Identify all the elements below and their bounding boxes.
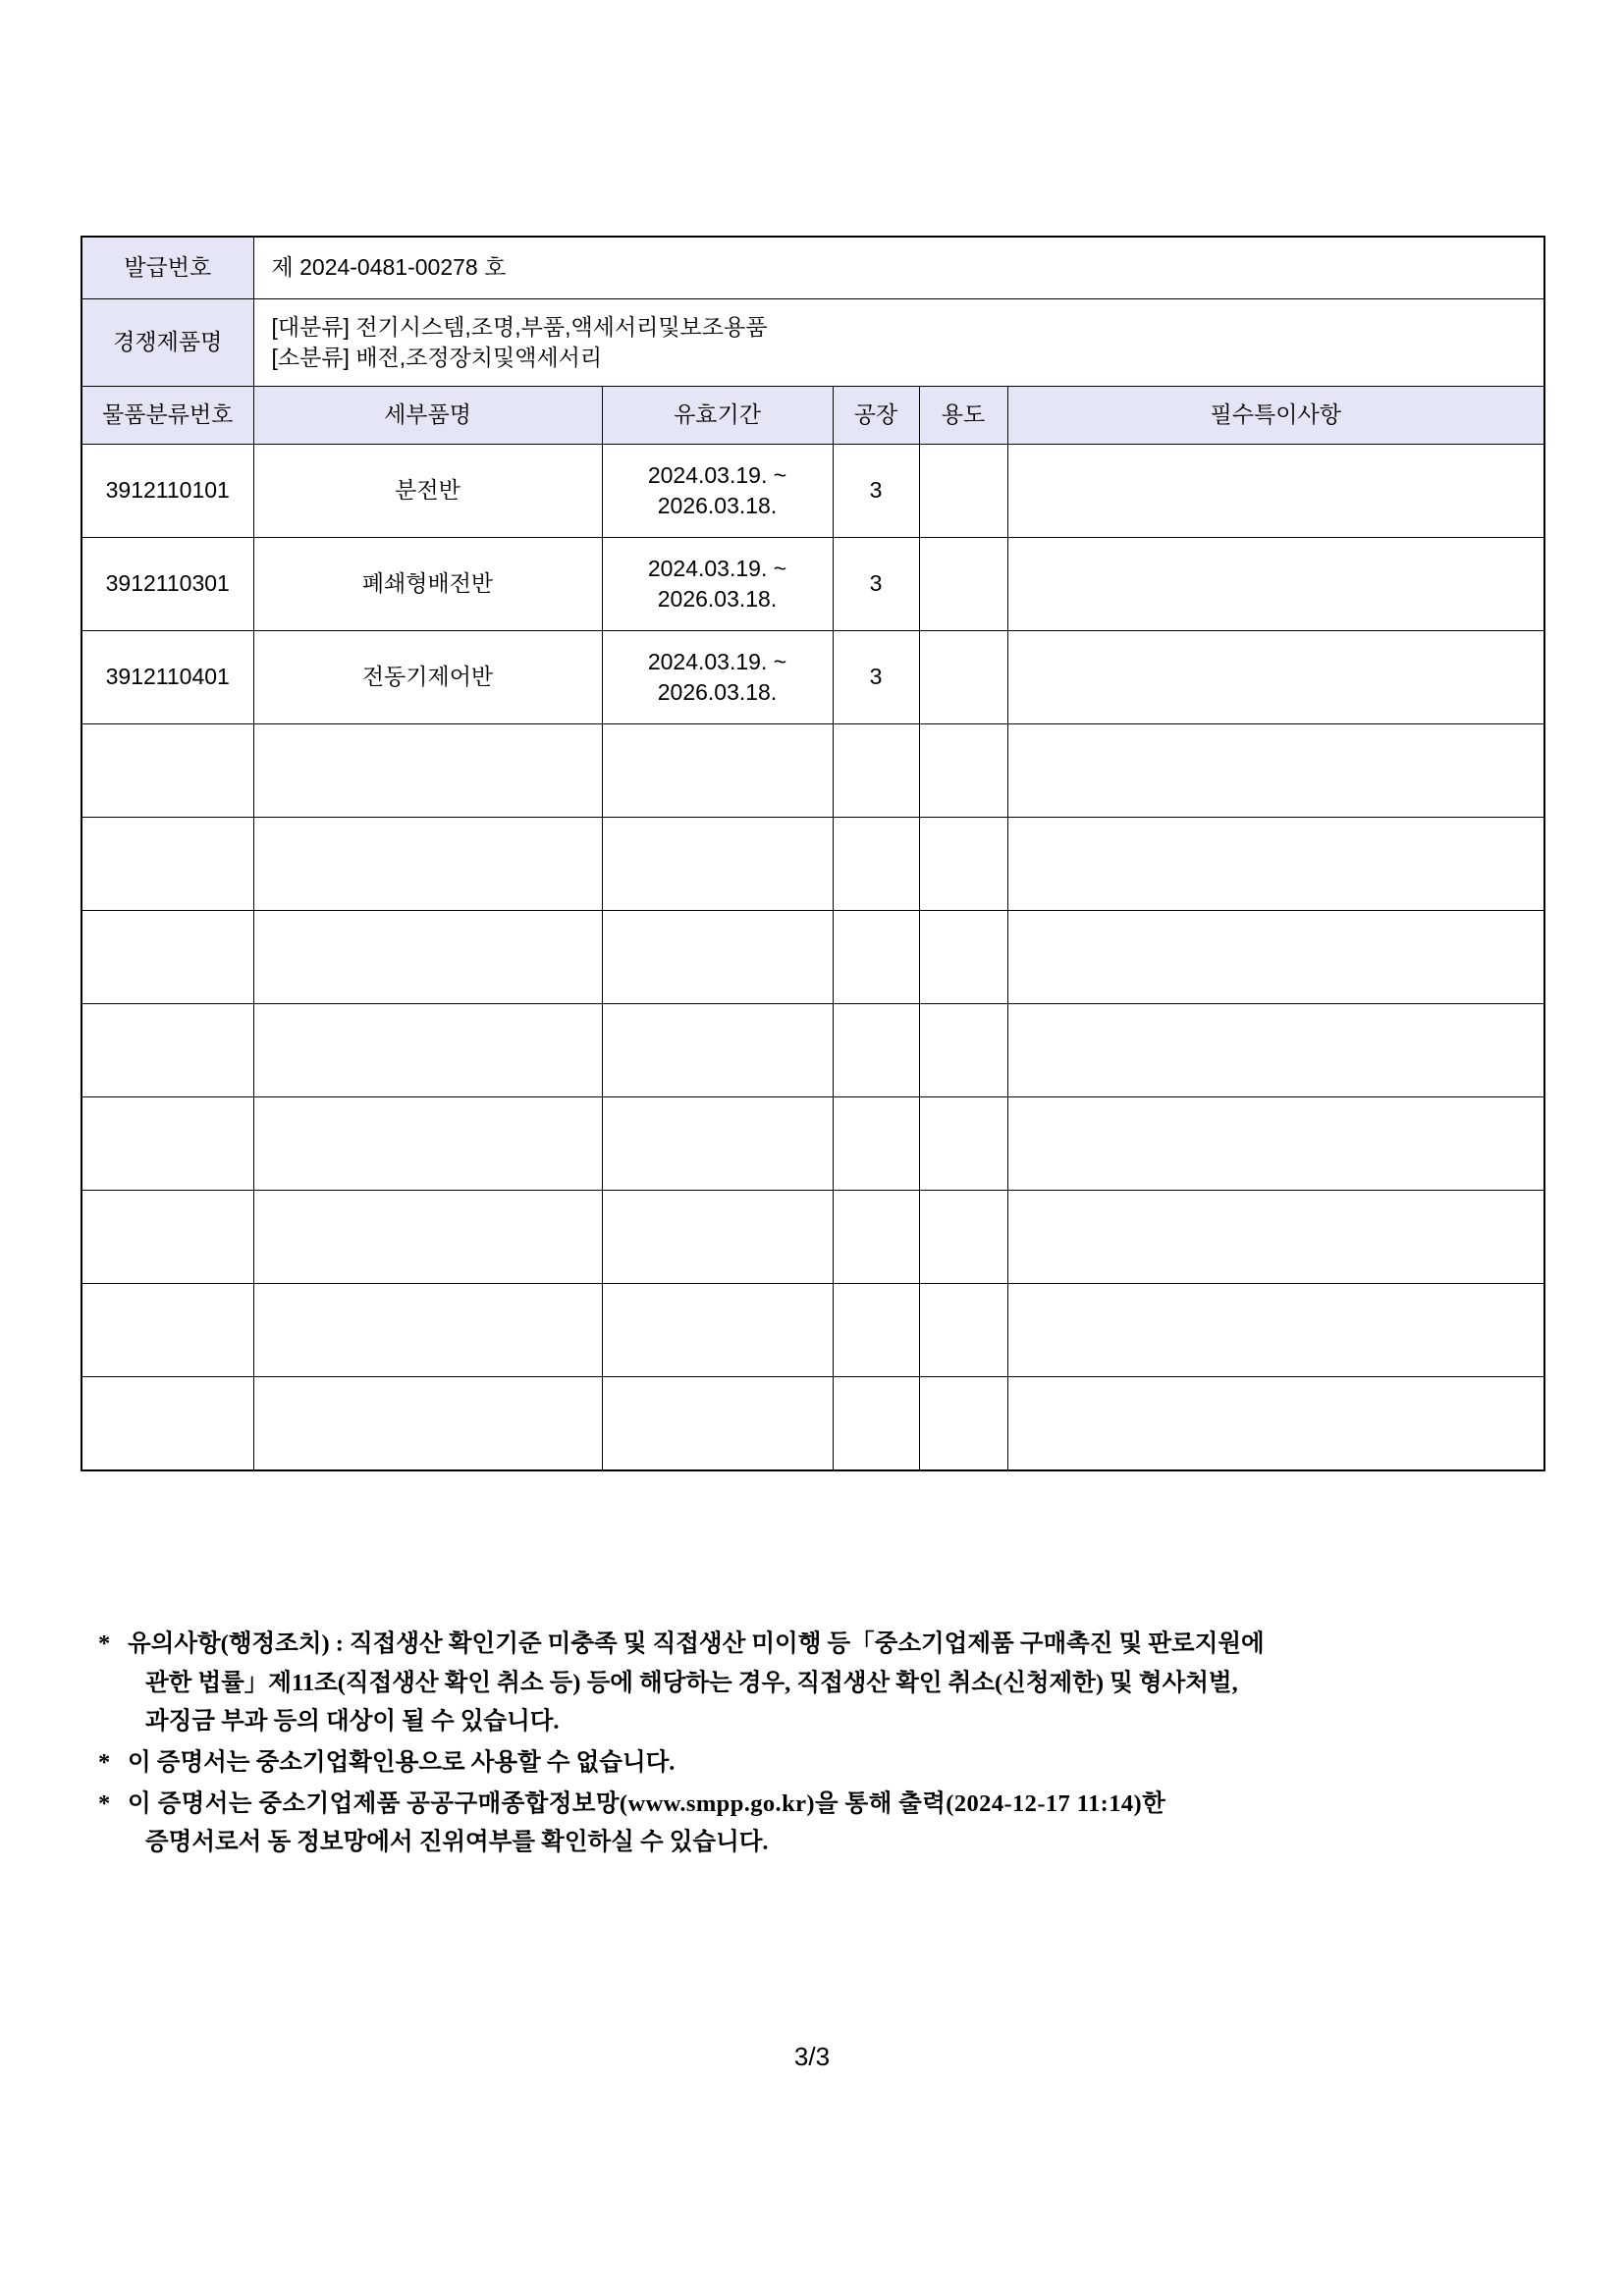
cell-factory bbox=[833, 1284, 919, 1377]
bullet-asterisk: * bbox=[98, 1630, 111, 1657]
footnote-not-for-sme-confirmation-line-1: 이 증명서는 중소기업확인용으로 사용할 수 없습니다. bbox=[128, 1749, 676, 1777]
minor-category-text: [소분류] 배전,조정장치및액세서리 bbox=[271, 345, 603, 370]
table-row bbox=[81, 1191, 1544, 1284]
footnote-caution bbox=[98, 1625, 1551, 1741]
cell-item-code bbox=[81, 818, 253, 911]
cell-remarks bbox=[1007, 818, 1544, 911]
cell-remarks bbox=[1007, 1377, 1544, 1471]
cell-remarks bbox=[1007, 445, 1544, 538]
cell-valid-period bbox=[602, 1004, 833, 1097]
cell-detail-name bbox=[253, 911, 602, 1004]
cell-detail-name bbox=[253, 724, 602, 818]
cell-item-code: 3912110401 bbox=[81, 631, 253, 724]
cell-factory: 3 bbox=[833, 538, 919, 631]
cell-remarks bbox=[1007, 538, 1544, 631]
cell-valid-period bbox=[602, 1284, 833, 1377]
bullet-asterisk: * bbox=[98, 1749, 111, 1777]
valid-to-text: 2026.03.18. bbox=[657, 586, 778, 612]
cell-remarks bbox=[1007, 911, 1544, 1004]
cell-valid-period bbox=[602, 1377, 833, 1471]
cell-detail-name bbox=[253, 1004, 602, 1097]
column-header-remarks: 필수특이사항 bbox=[1007, 387, 1544, 445]
cell-usage bbox=[919, 445, 1007, 538]
cell-remarks bbox=[1007, 1004, 1544, 1097]
cell-usage bbox=[919, 1004, 1007, 1097]
valid-from-text: 2024.03.19. ~ bbox=[647, 461, 787, 488]
footnote-verification bbox=[98, 1785, 1551, 1862]
cell-detail-name bbox=[253, 1191, 602, 1284]
cell-detail-name bbox=[253, 1284, 602, 1377]
column-header-usage: 용도 bbox=[919, 387, 1007, 445]
cell-remarks bbox=[1007, 631, 1544, 724]
major-category-text: [대분류] 전기시스템,조명,부품,액세서리및보조용품 bbox=[271, 313, 768, 340]
cell-usage bbox=[919, 911, 1007, 1004]
competitive-product-label: 경쟁제품명 bbox=[81, 299, 253, 387]
competitive-product-row bbox=[81, 299, 1544, 387]
cell-remarks bbox=[1007, 1284, 1544, 1377]
table-header-row bbox=[81, 387, 1544, 445]
cell-item-code bbox=[81, 724, 253, 818]
competitive-product-value bbox=[253, 299, 1544, 387]
column-header-detail-name: 세부품명 bbox=[253, 387, 602, 445]
cell-factory bbox=[833, 1004, 919, 1097]
issue-number-label: 발급번호 bbox=[81, 237, 253, 299]
valid-to-text: 2026.03.18. bbox=[657, 679, 778, 705]
bullet-asterisk: * bbox=[98, 1789, 111, 1817]
table-row bbox=[81, 818, 1544, 911]
cell-valid-period bbox=[602, 911, 833, 1004]
footnote-caution-line-3: 과징금 부과 등의 대상이 될 수 있습니다. bbox=[145, 1708, 560, 1735]
cell-factory bbox=[833, 724, 919, 818]
cell-item-code bbox=[81, 1191, 253, 1284]
table-row bbox=[81, 1097, 1544, 1191]
table-row bbox=[81, 1377, 1544, 1471]
cell-valid-period bbox=[602, 1191, 833, 1284]
cell-detail-name: 폐쇄형배전반 bbox=[253, 538, 602, 631]
table-row bbox=[81, 538, 1544, 631]
cell-factory bbox=[833, 911, 919, 1004]
cell-factory bbox=[833, 1191, 919, 1284]
cell-usage bbox=[919, 818, 1007, 911]
cell-valid-period bbox=[602, 818, 833, 911]
cell-usage bbox=[919, 631, 1007, 724]
column-header-valid-period: 유효기간 bbox=[602, 387, 833, 445]
cell-usage bbox=[919, 724, 1007, 818]
footnote-caution-line-1: 유의사항(행정조치) : 직접생산 확인기준 미충족 및 직접생산 미이행 등「중소기업제품 구매촉진 및 판로지원에 bbox=[128, 1630, 1265, 1657]
cell-valid-period bbox=[602, 445, 833, 538]
certificate-table bbox=[81, 236, 1545, 1471]
footnote-verification-line-2: 증명서로서 동 정보망에서 진위여부를 확인하실 수 있습니다. bbox=[145, 1829, 769, 1856]
column-header-item-code: 물품분류번호 bbox=[81, 387, 253, 445]
cell-item-code: 3912110101 bbox=[81, 445, 253, 538]
valid-to-text: 2026.03.18. bbox=[657, 493, 778, 518]
cell-usage bbox=[919, 1377, 1007, 1471]
cell-item-code: 3912110301 bbox=[81, 538, 253, 631]
cell-factory: 3 bbox=[833, 445, 919, 538]
cell-usage bbox=[919, 538, 1007, 631]
table-row bbox=[81, 724, 1544, 818]
footnote-caution-line-2: 관한 법률」제11조(직접생산 확인 취소 등) 등에 해당하는 경우, 직접생산 확인 취소(신청제한) 및 형사처벌, bbox=[145, 1669, 1238, 1696]
cell-usage bbox=[919, 1284, 1007, 1377]
valid-from-text: 2024.03.19. ~ bbox=[647, 555, 787, 581]
cell-remarks bbox=[1007, 1191, 1544, 1284]
cell-detail-name: 전동기제어반 bbox=[253, 631, 602, 724]
cell-valid-period bbox=[602, 1097, 833, 1191]
footnotes-block bbox=[98, 1625, 1551, 1864]
cell-item-code bbox=[81, 1004, 253, 1097]
cell-valid-period bbox=[602, 724, 833, 818]
cell-detail-name bbox=[253, 1377, 602, 1471]
cell-factory bbox=[833, 818, 919, 911]
table-row bbox=[81, 445, 1544, 538]
issue-number-value: 제 2024-0481-00278 호 bbox=[253, 237, 1544, 299]
page-number: 3/3 bbox=[793, 2042, 831, 2071]
column-header-factory: 공장 bbox=[833, 387, 919, 445]
cell-usage bbox=[919, 1097, 1007, 1191]
footnote-not-for-sme-confirmation bbox=[98, 1743, 1551, 1783]
cell-factory: 3 bbox=[833, 631, 919, 724]
footnote-verification-line-1: 이 증명서는 중소기업제품 공공구매종합정보망(www.smpp.go.kr)을 통해 출력(2024-12-17 11:14)한 bbox=[128, 1789, 1166, 1817]
certificate-table-wrapper bbox=[81, 236, 1543, 1471]
cell-item-code bbox=[81, 911, 253, 1004]
table-row bbox=[81, 1284, 1544, 1377]
cell-remarks bbox=[1007, 724, 1544, 818]
issue-number-row bbox=[81, 237, 1544, 299]
cell-detail-name bbox=[253, 1097, 602, 1191]
cell-usage bbox=[919, 1191, 1007, 1284]
table-row bbox=[81, 1004, 1544, 1097]
valid-from-text: 2024.03.19. ~ bbox=[647, 648, 787, 674]
cell-factory bbox=[833, 1097, 919, 1191]
table-row bbox=[81, 631, 1544, 724]
cell-item-code bbox=[81, 1097, 253, 1191]
table-row bbox=[81, 911, 1544, 1004]
cell-remarks bbox=[1007, 1097, 1544, 1191]
cell-detail-name bbox=[253, 818, 602, 911]
cell-factory bbox=[833, 1377, 919, 1471]
cell-item-code bbox=[81, 1377, 253, 1471]
cell-valid-period bbox=[602, 538, 833, 631]
cell-item-code bbox=[81, 1284, 253, 1377]
cell-valid-period bbox=[602, 631, 833, 724]
cell-detail-name: 분전반 bbox=[253, 445, 602, 538]
